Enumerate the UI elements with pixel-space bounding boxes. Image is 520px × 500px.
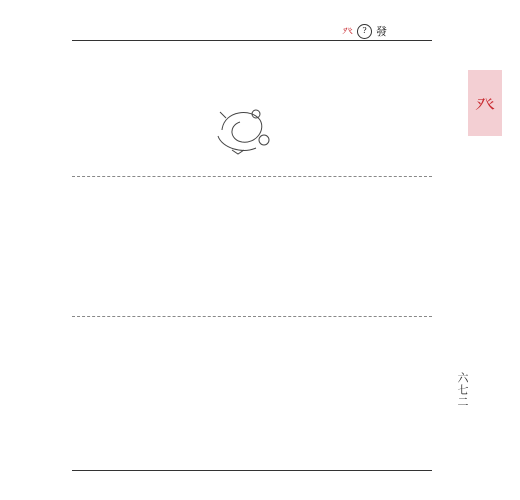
decorative-illustration: [212, 100, 274, 160]
side-tab-char: 癶: [475, 92, 495, 117]
page-number: 六七二: [456, 372, 469, 408]
band-divider-2: [72, 316, 432, 317]
circle-mark: ?: [357, 24, 372, 39]
entries-band-2: [74, 180, 430, 312]
radical-tag: 癶: [342, 25, 353, 38]
running-header: [342, 22, 387, 40]
entries-band-3: [74, 320, 430, 466]
bottom-rule: [72, 470, 432, 471]
radical-side-tab: [468, 70, 502, 136]
top-rule: [72, 40, 432, 41]
header-char: 發: [376, 25, 387, 38]
band-divider-1: [72, 176, 432, 177]
